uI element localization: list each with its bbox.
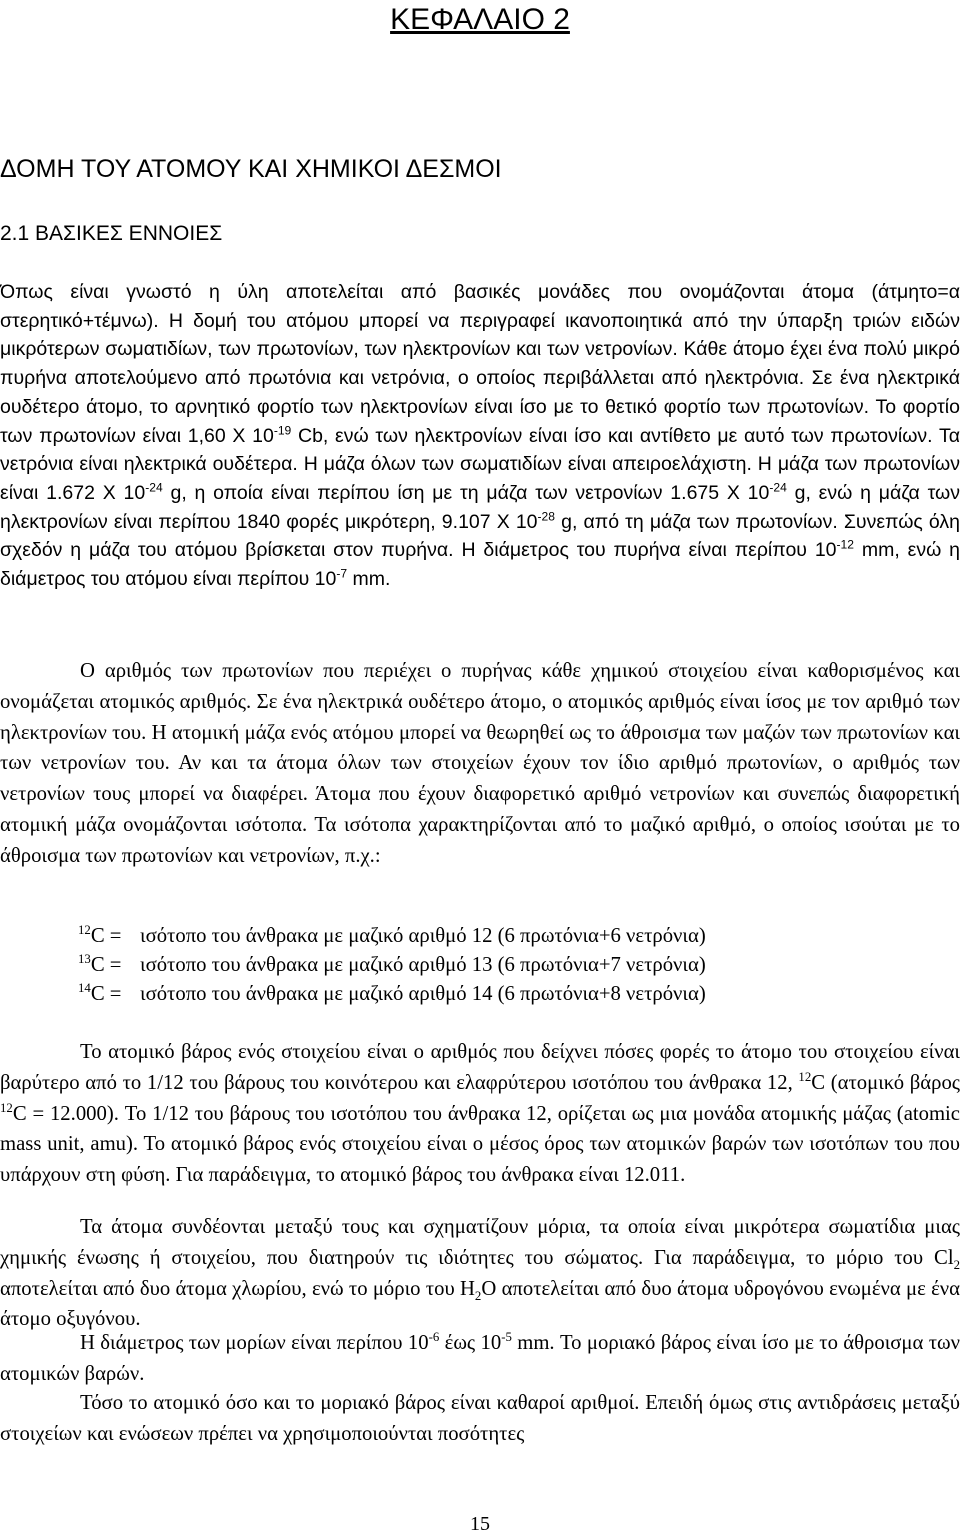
paragraph-molecular-weight: Η διάμετρος των μορίων είναι περίπου $10^{-6}$ έως $10^{-5}$ mm. Το μοριακό βάρος είναι ίσο με το άθροισμα των ατομικών βαρών. [0,1330,960,1385]
isotope-line: $^{14}$C = ισότοπο του άνθρακα με μαζικό αριθμό 14 (6 πρωτόνια+8 νετρόνια) [78,981,706,1005]
paragraph-atomic-weight: Το ατομικό βάρος ενός στοιχείου είναι ο αριθμός που δείχνει πόσες φορές το άτομο του στοιχείου είναι βαρύτερο από το 1/12 του βάρους του κοινότερου και ελαφρύτερου ισοτόπου του άνθρακα 12, $^{12}$C (ατομικό βάρος $^{12}$C = 12.000). Το 1/12 του βάρους του ισοτόπου του άνθρακα 12, ορίζεται ως μια μονάδα ατομικής μάζας (atomic mass unit, amu). Το ατομικό βάρος ενός στοιχείου είναι ο μέσος όρος των ατομικών βαρών των ισοτόπων του που υπάρχουν στη φύση. Για παράδειγμα, το ατομικό βάρος του άνθρακα είναι 12.011. [0,1041,960,1187]
page-number: 15 [470,1513,490,1535]
isotope-line: $^{13}$C = ισότοπο του άνθρακα με μαζικό αριθμό 13 (6 πρωτόνια+7 νετρόνια) [78,952,706,976]
subsection-title: 2.1 ΒΑΣΙΚΕΣ ΕΝΝΟΙΕΣ [0,222,223,245]
paragraph-atomic-structure: Όπως είναι γνωστό η ύλη αποτελείται από βασικές μονάδες που ονομάζονται άτομα (άτμητο=α στερητικό+τέμνω). Η δομή του ατόμου μπορεί να περιγραφεί ικανοποιητικά από την ύπαρξη τριών ειδών μικρότερων σωματιδίων, των πρωτονίων, των ηλεκτρονίων και των νετρονίων. Κάθε άτομο έχει ένα πολύ μικρό πυρήνα αποτελούμενο από πρωτόνια και νετρόνια, ο οποίος περιβάλλεται από ηλεκτρόνια. Σε ένα ηλεκτρικά ουδέτερο άτομο, το αρνητικό φορτίο των ηλεκτρονίων είναι ίσο με το θετικό φορτίο των πρωτονίων. Το φορτίο των πρωτονίων είναι 1,60 Χ $10^{-19}$ Cb, ενώ των ηλεκτρονίων είναι ίσο και αντίθετο με αυτό των πρωτονίων. Τα νετρόνια είναι ηλεκτρικά ουδέτερα. Η μάζα όλων των σωματιδίων είναι απειροελάχιστη. Η μάζα των πρωτονίων είναι 1.672 Χ $10^{-24}$ g, η οποία είναι περίπου ίση με τη μάζα των νετρονίων 1.675 Χ $10^{-24}$ g, ενώ η μάζα των ηλεκτρονίων είναι περίπου 1840 φορές μικρότερη, 9.107 Χ $10^{-28}$ g, από τη μάζα των πρωτονίων. Συνεπώς όλη σχεδόν η μάζα του ατόμου βρίσκεται στον πυρήνα. Η διάμετρος του πυρήνα είναι περίπου $10^{-12}$ mm, ενώ η διάμετρος του ατόμου είναι περίπου $10^{-7}$ mm. [0,281,960,591]
chapter-title: ΚΕΦΑΛΑΙΟ 2 [390,3,570,36]
section-title: ΔΟΜΗ ΤΟΥ ΑΤΟΜΟΥ ΚΑΙ ΧΗΜΙΚΟΙ ΔΕΣΜΟΙ [0,155,502,183]
paragraph-molecules: Τα άτομα συνδέονται μεταξύ τους και σχηματίζουν μόρια, τα οποία είναι μικρότερα σωματίδια μιας χημικής ένωσης ή στοιχείου, που διατηρούν τις ιδιότητες του σώματος. Για παράδειγμα, το μόριο του $Cl_2$ αποτελείται από δυο άτομα χλωρίου, ενώ το μόριο του $H_2O$ αποτελείται από δυο άτομα υδρογόνου ενωμένα με ένα άτομο οξυγόνου. [0,1216,960,1331]
paragraph-atomic-number: Ο αριθμός των πρωτονίων που περιέχει ο πυρήνας κάθε χημικού στοιχείου είναι καθορισμένος και ονομάζεται ατομικός αριθμός. Σε ένα ηλεκτρικά ουδέτερο άτομο, ο ατομικός αριθμός είναι ίσος με τον αριθμό των ηλεκτρονίων του. Η ατομική μάζα ενός ατόμου μπορεί να θεωρηθεί ως το άθροισμα των μαζών των πρωτονίων και των νετρονίων του. Αν και τα άτομα όλων των στοιχείων έχουν τον ίδιο αριθμό πρωτονίων, ο αριθμός των νετρονίων τους μπορεί να διαφέρει. Άτομα που έχουν διαφορετικό αριθμό νετρονίων και συνεπώς διαφορετική ατομική μάζα ονομάζονται ισότοπα. Τα ισότοπα χαρακτηρίζονται από το μαζικό αριθμό, ο οποίος ισούται με το άθροισμα των πρωτονίων και νετρονίων, π.χ.: [0,660,960,867]
paragraph-quantities: Τόσο το ατομικό όσο και το μοριακό βάρος είναι καθαροί αριθμοί. Επειδή όμως στις αντιδράσεις μεταξύ στοιχείων και ενώσεων πρέπει να χρησιμοποιούνται ποσότητες [0,1392,960,1445]
isotope-line: $^{12}$C = ισότοπο του άνθρακα με μαζικό αριθμό 12 (6 πρωτόνια+6 νετρόνια) [78,923,706,947]
